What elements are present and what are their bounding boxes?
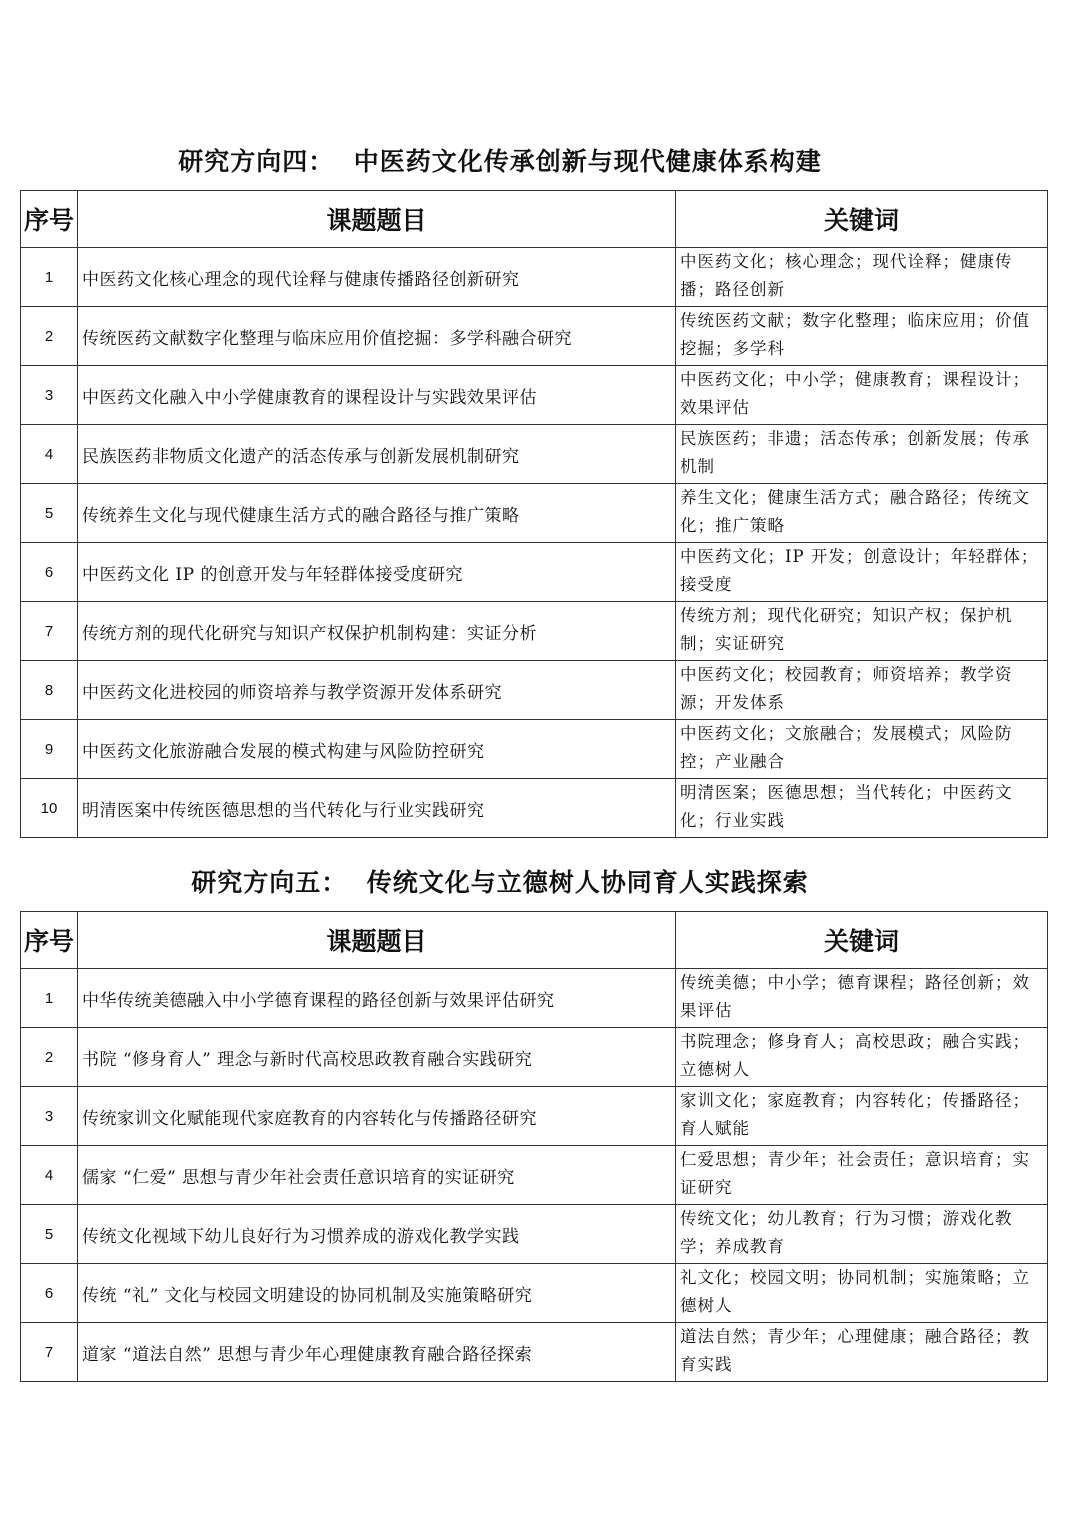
row-keywords: 民族医药；非遗；活态传承；创新发展；传承机制	[676, 425, 1048, 484]
table-header-row	[21, 191, 1048, 248]
row-no: 7	[21, 602, 78, 661]
row-topic: 中医药文化融入中小学健康教育的课程设计与实践效果评估	[78, 366, 676, 425]
row-topic: 书院 “修身育人” 理念与新时代高校思政教育融合实践研究	[78, 1028, 676, 1087]
row-no: 2	[21, 307, 78, 366]
row-keywords: 仁爱思想；青少年；社会责任；意识培育；实证研究	[676, 1146, 1048, 1205]
header-keywords: 关键词	[676, 912, 1048, 969]
row-no: 1	[21, 969, 78, 1028]
row-keywords: 中医药文化；中小学；健康教育；课程设计；效果评估	[676, 366, 1048, 425]
row-no: 9	[21, 720, 78, 779]
row-no: 3	[21, 1087, 78, 1146]
table-row	[21, 366, 1048, 425]
table-header-row	[21, 912, 1048, 969]
row-no: 8	[21, 661, 78, 720]
row-topic: 中医药文化核心理念的现代诠释与健康传播路径创新研究	[78, 248, 676, 307]
row-keywords: 传统文化；幼儿教育；行为习惯；游戏化教学；养成教育	[676, 1205, 1048, 1264]
table-row	[21, 602, 1048, 661]
header-no: 序号	[21, 191, 78, 248]
row-topic: 儒家 “仁爱” 思想与青少年社会责任意识培育的实证研究	[78, 1146, 676, 1205]
table-row	[21, 1205, 1048, 1264]
row-keywords: 道法自然；青少年；心理健康；融合路径；教育实践	[676, 1323, 1048, 1382]
row-topic: 中医药文化旅游融合发展的模式构建与风险防控研究	[78, 720, 676, 779]
row-no: 6	[21, 1264, 78, 1323]
row-topic: 中医药文化进校园的师资培养与教学资源开发体系研究	[78, 661, 676, 720]
row-topic: 中华传统美德融入中小学德育课程的路径创新与效果评估研究	[78, 969, 676, 1028]
row-no: 7	[21, 1323, 78, 1382]
table-row	[21, 543, 1048, 602]
row-no: 4	[21, 1146, 78, 1205]
header-topic: 课题题目	[78, 191, 676, 248]
table-row	[21, 969, 1048, 1028]
table-row	[21, 779, 1048, 838]
table-row	[21, 484, 1048, 543]
row-no: 10	[21, 779, 78, 838]
row-topic: 明清医案中传统医德思想的当代转化与行业实践研究	[78, 779, 676, 838]
table-row	[21, 1323, 1048, 1382]
row-no: 1	[21, 248, 78, 307]
row-keywords: 礼文化；校园文明；协同机制；实施策略；立德树人	[676, 1264, 1048, 1323]
row-keywords: 中医药文化；IP 开发；创意设计；年轻群体；接受度	[676, 543, 1048, 602]
table-row	[21, 1028, 1048, 1087]
row-no: 4	[21, 425, 78, 484]
row-keywords: 家训文化；家庭教育；内容转化；传播路径；育人赋能	[676, 1087, 1048, 1146]
row-topic: 道家 “道法自然” 思想与青少年心理健康教育融合路径探索	[78, 1323, 676, 1382]
research-table-4	[20, 190, 1048, 838]
row-keywords: 中医药文化；校园教育；师资培养；教学资源；开发体系	[676, 661, 1048, 720]
section-4-title: 研究方向四： 中医药文化传承创新与现代健康体系构建	[178, 147, 822, 176]
table-row	[21, 720, 1048, 779]
row-keywords: 传统方剂；现代化研究；知识产权；保护机制；实证研究	[676, 602, 1048, 661]
table-row	[21, 661, 1048, 720]
table-row	[21, 425, 1048, 484]
row-topic: 传统方剂的现代化研究与知识产权保护机制构建：实证分析	[78, 602, 676, 661]
table-row	[21, 307, 1048, 366]
table-row	[21, 1146, 1048, 1205]
row-topic: 传统文化视域下幼儿良好行为习惯养成的游戏化教学实践	[78, 1205, 676, 1264]
table-row	[21, 1087, 1048, 1146]
row-keywords: 养生文化；健康生活方式；融合路径；传统文化；推广策略	[676, 484, 1048, 543]
header-topic: 课题题目	[78, 912, 676, 969]
table-row	[21, 248, 1048, 307]
row-no: 6	[21, 543, 78, 602]
row-no: 5	[21, 484, 78, 543]
row-topic: 民族医药非物质文化遗产的活态传承与创新发展机制研究	[78, 425, 676, 484]
row-keywords: 传统医药文献；数字化整理；临床应用；价值挖掘；多学科	[676, 307, 1048, 366]
header-no: 序号	[21, 912, 78, 969]
header-keywords: 关键词	[676, 191, 1048, 248]
row-no: 3	[21, 366, 78, 425]
row-keywords: 中医药文化；文旅融合；发展模式；风险防控；产业融合	[676, 720, 1048, 779]
row-no: 5	[21, 1205, 78, 1264]
row-topic: 传统医药文献数字化整理与临床应用价值挖掘：多学科融合研究	[78, 307, 676, 366]
row-keywords: 明清医案；医德思想；当代转化；中医药文化；行业实践	[676, 779, 1048, 838]
research-table-5	[20, 911, 1048, 1382]
row-keywords: 书院理念；修身育人；高校思政；融合实践；立德树人	[676, 1028, 1048, 1087]
row-topic: 中医药文化 IP 的创意开发与年轻群体接受度研究	[78, 543, 676, 602]
section-5-title: 研究方向五： 传统文化与立德树人协同育人实践探索	[191, 868, 809, 897]
row-keywords: 中医药文化；核心理念；现代诠释；健康传播；路径创新	[676, 248, 1048, 307]
row-topic: 传统养生文化与现代健康生活方式的融合路径与推广策略	[78, 484, 676, 543]
row-topic: 传统家训文化赋能现代家庭教育的内容转化与传播路径研究	[78, 1087, 676, 1146]
table-row	[21, 1264, 1048, 1323]
row-topic: 传统 “礼” 文化与校园文明建设的协同机制及实施策略研究	[78, 1264, 676, 1323]
row-keywords: 传统美德；中小学；德育课程；路径创新；效果评估	[676, 969, 1048, 1028]
row-no: 2	[21, 1028, 78, 1087]
